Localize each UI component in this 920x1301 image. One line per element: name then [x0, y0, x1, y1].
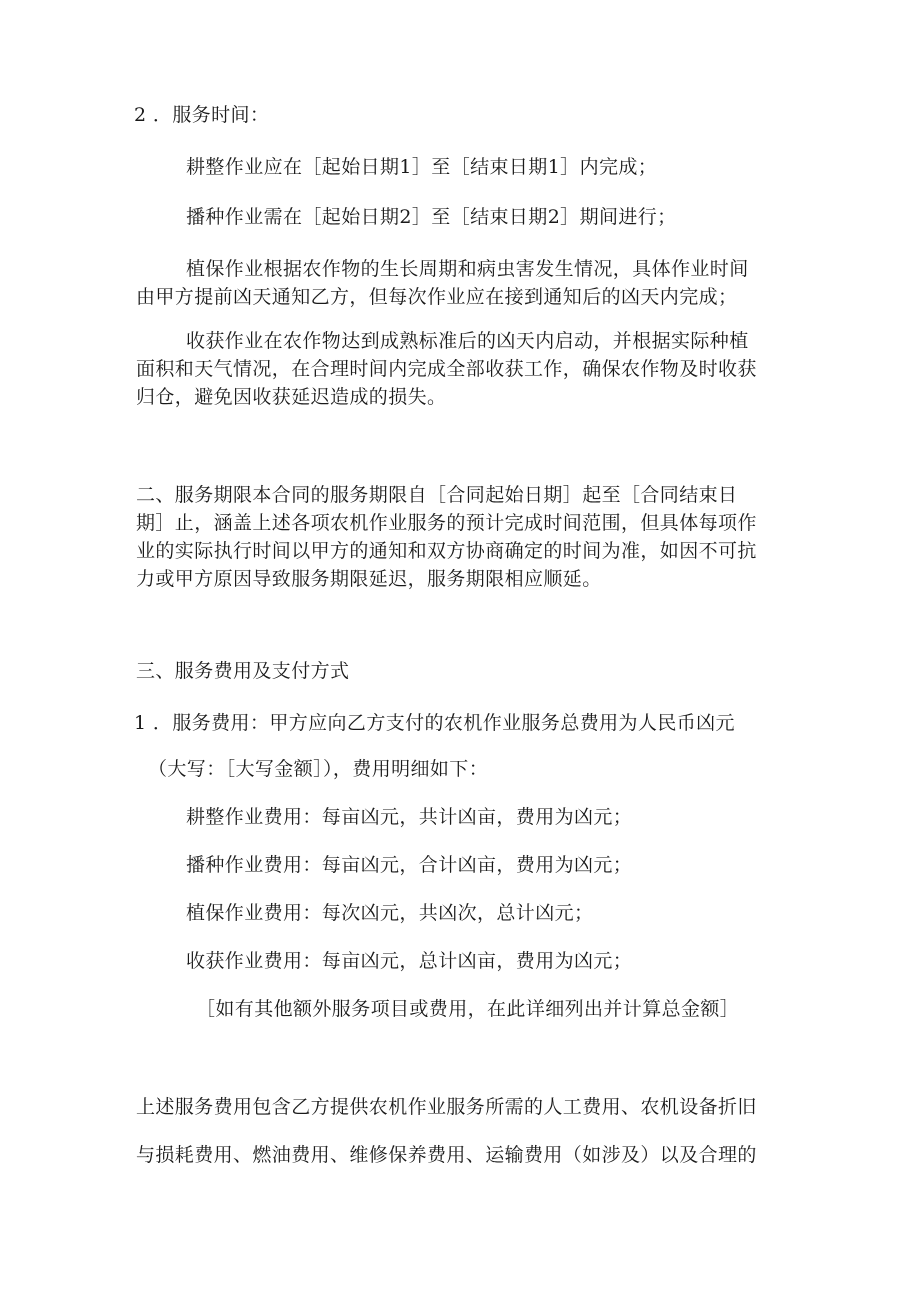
- section-two-service-period-line-1: 二、服务期限本合同的服务期限自［合同起始日期］起至［合同结束日: [136, 484, 738, 506]
- paragraph-harvest-line-3: 归仓，避免因收获延迟造成的损失。: [136, 386, 447, 408]
- fee-item-other: ［如有其他额外服务项目或费用，在此详细列出并计算总金额］: [196, 998, 740, 1020]
- paragraph-harvest-line-2: 面积和天气情况，在合理时间内完成全部收获工作，确保农作物及时收获: [136, 358, 757, 380]
- paragraph-service-fee-line-1: 1 ．服务费用：甲方应向乙方支付的农机作业服务总费用为人民币凶元: [134, 712, 735, 734]
- paragraph-plant-protection-line-1: 植保作业根据农作物的生长周期和病虫害发生情况，具体作业时间: [186, 258, 749, 280]
- paragraph-fee-includes-line-1: 上述服务费用包含乙方提供农机作业服务所需的人工费用、农机设备折旧: [136, 1096, 757, 1118]
- paragraph-fee-includes-line-2: 与损耗费用、燃油费用、维修保养费用、运输费用（如涉及）以及合理的: [136, 1144, 757, 1166]
- fee-item-harvest: 收获作业费用：每亩凶元，总计凶亩，费用为凶元；: [186, 950, 633, 972]
- paragraph-harvest-line-1: 收获作业在农作物达到成熟标准后的凶天内启动，并根据实际种植: [186, 330, 749, 352]
- paragraph-tillage-time: 耕整作业应在［起始日期1］至［结束日期1］内完成；: [186, 156, 658, 178]
- fee-item-tillage: 耕整作业费用：每亩凶元，共计凶亩，费用为凶元；: [186, 806, 633, 828]
- section-two-service-period-line-3: 业的实际执行时间以甲方的通知和双方协商确定的时间为准，如因不可抗: [136, 540, 757, 562]
- section-two-service-period-line-2: 期］止，涵盖上述各项农机作业服务的预计完成时间范围，但具体每项作: [136, 512, 757, 534]
- paragraph-service-fee-line-2: （大写：［大写金额］），费用明细如下：: [148, 758, 489, 780]
- paragraph-plant-protection-line-2: 由甲方提前凶天通知乙方，但每次作业应在接到通知后的凶天内完成；: [136, 286, 738, 308]
- section-heading-service-time: 2 ．服务时间：: [134, 104, 270, 126]
- section-two-service-period-line-4: 力或甲方原因导致服务期限延迟，服务期限相应顺延。: [136, 568, 602, 590]
- section-three-heading: 三、服务费用及支付方式: [136, 660, 350, 682]
- fee-item-plant-protection: 植保作业费用：每次凶元，共凶次，总计凶元；: [186, 902, 594, 924]
- fee-item-sowing: 播种作业费用：每亩凶元，合计凶亩，费用为凶元；: [186, 854, 633, 876]
- paragraph-sowing-time: 播种作业需在［起始日期2］至［结束日期2］期间进行；: [186, 206, 677, 228]
